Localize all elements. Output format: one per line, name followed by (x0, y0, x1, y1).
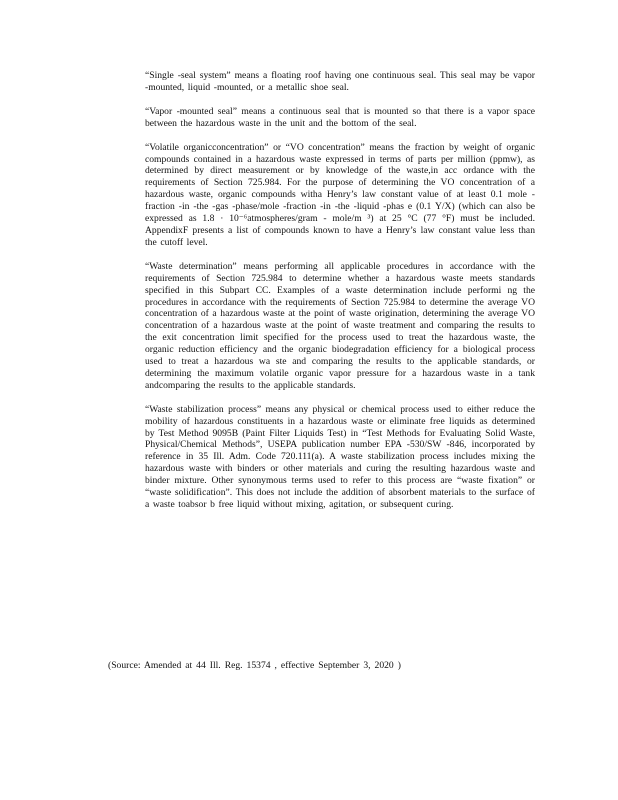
source-note: (Source: Amended at 44 Ill. Reg. 15374 , effective September 3, 2020 ) (108, 660, 401, 671)
definition-waste-determination: “Waste determination” means performing all applicable procedures in accordance with the requirements of Section 725.984 to determine whether a hazardous waste meets standards specified in this Subpart CC. Examples of a waste determination include performi ng the procedures in accordance with the requirements of Section 725.984 to determine the average VO concentration of a hazardous waste at the point of waste origination, determining the average VO concentration of a hazardous waste at the point of waste treatment and comparing the results to the exit concentration limit specified for the process used to treat the hazardous waste, the organic reduction efficiency and the organic biodegradation efficiency for a biological process used to treat a hazardous wa ste and comparing the results to the applicable standards, or determining the maximum volatile organic vapor pressure for a hazardous waste in a tank andcomparing the results to the applicable standards. (145, 260, 535, 391)
definition-waste-stabilization-process: “Waste stabilization process” means any physical or chemical process used to either reduce the mobility of hazardous constituents in a hazardous waste or eliminate free liquids as determined by Test Method 9095B (Paint Filter Liquids Test) in “Test Methods for Evaluating Solid Waste, Physical/Chemical Methods”, USEPA publication number EPA -530/SW -846, incorporated by reference in 35 Ill. Adm. Code 720.111(a). A waste stabilization process includes mixing the hazardous waste with binders or other materials and curing the resulting hazardous waste and binder mixture. Other synonymous terms used to refer to this process are “waste fixation” or “waste solidification”. This does not include the addition of absorbent materials to the surface of a waste toabsor b free liquid without mixing, agitation, or subsequent curing. (145, 403, 535, 510)
definitions-section (145, 70, 535, 523)
definition-single-seal-system: “Single -seal system” means a floating roof having one continuous seal. This seal may be vapor -mounted, liquid -mounted, or a metallic shoe seal. (145, 70, 535, 93)
definition-volatile-organic-concentration: “Volatile organicconcentration” or “VO concentration” means the fraction by weight of organic compounds contained in a hazardous waste expressed in terms of parts per million (ppmw), as determined by direct measurement or by knowledge of the waste,in acc ordance with the requirements of Section 725.984. For the purpose of determining the VO concentration of a hazardous waste, organic compounds witha Henry’s law constant value of at least 0.1 mole -fraction -in -the -gas -phase/mole -fraction -in -the -liquid -phas e (0.1 Y/X) (which can also be expressed as 1.8 · 10⁻⁶atmospheres/gram - mole/m ³) at 25 °C (77 °F) must be included. AppendixF presents a list of compounds known to have a Henry’s law constant value less than the cutoff level. (145, 141, 535, 248)
definition-vapor-mounted-seal: “Vapor -mounted seal” means a continuous seal that is mounted so that there is a vapor space between the hazardous waste in the unit and the bottom of the seal. (145, 105, 535, 129)
